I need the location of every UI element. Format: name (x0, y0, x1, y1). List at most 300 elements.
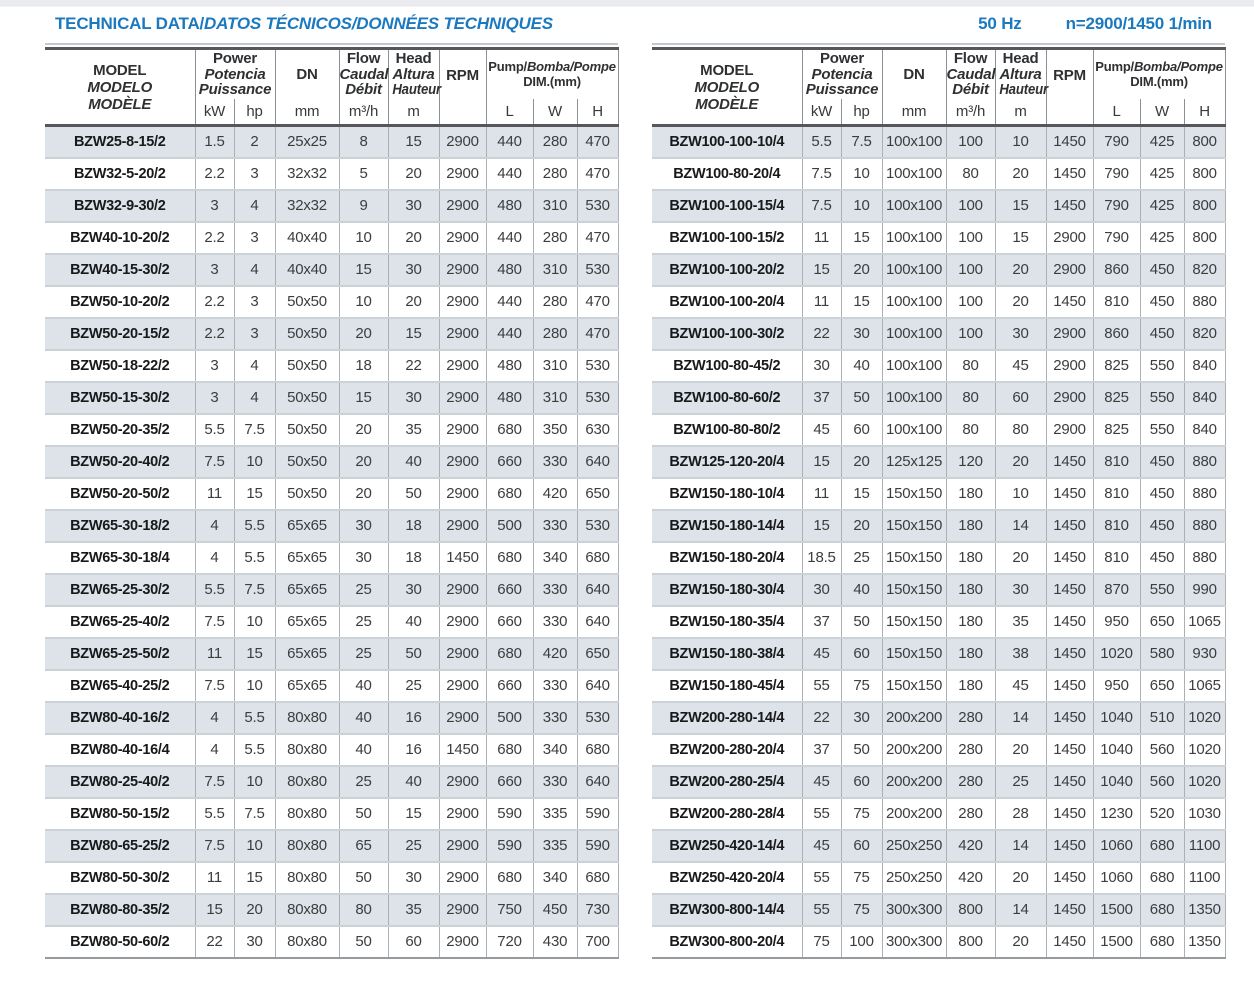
value-cell: 20 (339, 414, 388, 446)
table-row (652, 478, 1225, 510)
value-cell: 65x65 (275, 542, 339, 574)
value-cell: 100x100 (882, 254, 946, 286)
value-cell: 180 (946, 670, 995, 702)
value-cell: 2900 (439, 222, 486, 254)
value-cell: 800 (946, 894, 995, 926)
value-cell: 20 (388, 222, 439, 254)
value-cell: 10 (995, 126, 1046, 158)
column-header-power (802, 49, 882, 99)
value-cell: 60 (841, 414, 882, 446)
value-cell: 1020 (1093, 638, 1140, 670)
value-cell: 100 (841, 926, 882, 958)
value-cell: 5.5 (234, 702, 275, 734)
value-cell: 18 (339, 350, 388, 382)
value-cell: 2900 (439, 766, 486, 798)
value-cell: 25 (339, 638, 388, 670)
table-row (45, 670, 618, 702)
model-cell: BZW100-100-15/2 (652, 222, 802, 254)
value-cell: 2900 (439, 382, 486, 414)
value-cell: 530 (577, 510, 618, 542)
table-row (652, 606, 1225, 638)
value-cell: 1065 (1184, 670, 1225, 702)
value-cell: 30 (841, 318, 882, 350)
value-cell: 590 (577, 798, 618, 830)
unit-w: W (533, 99, 577, 126)
value-cell: 50x50 (275, 350, 339, 382)
page-top-edge (0, 0, 1254, 7)
unit-m: m (388, 99, 439, 126)
value-cell: 860 (1093, 318, 1140, 350)
value-cell: 35 (388, 414, 439, 446)
value-cell: 425 (1140, 222, 1184, 254)
value-cell: 880 (1184, 510, 1225, 542)
pump-label-en: Pump/ (488, 59, 527, 75)
table-row (45, 798, 618, 830)
model-cell: BZW80-65-25/2 (45, 830, 195, 862)
value-cell: 180 (946, 606, 995, 638)
unit-l: L (1093, 99, 1140, 126)
value-cell: 1450 (1046, 574, 1093, 606)
title-bar (0, 7, 1254, 38)
value-cell: 860 (1093, 254, 1140, 286)
model-label-en: MODEL (93, 61, 147, 79)
value-cell: 50 (388, 638, 439, 670)
value-cell: 30 (802, 350, 841, 382)
value-cell: 1450 (1046, 926, 1093, 958)
value-cell: 335 (533, 830, 577, 862)
model-cell: BZW50-15-30/2 (45, 382, 195, 414)
value-cell: 45 (802, 638, 841, 670)
model-cell: BZW50-20-15/2 (45, 318, 195, 350)
value-cell: 440 (486, 318, 533, 350)
value-cell: 15 (195, 894, 234, 926)
table-row (45, 254, 618, 286)
value-cell: 640 (577, 446, 618, 478)
value-cell: 1040 (1093, 734, 1140, 766)
value-cell: 550 (1140, 382, 1184, 414)
unit-m3h: m³/h (339, 99, 388, 126)
value-cell: 880 (1184, 542, 1225, 574)
value-cell: 100x100 (882, 286, 946, 318)
value-cell: 450 (1140, 446, 1184, 478)
value-cell: 430 (533, 926, 577, 958)
column-header-pump-dim (486, 49, 618, 99)
value-cell: 560 (1140, 734, 1184, 766)
tables-container (0, 38, 1254, 959)
value-cell: 340 (533, 734, 577, 766)
value-cell: 280 (946, 766, 995, 798)
value-cell: 100 (946, 318, 995, 350)
value-cell: 825 (1093, 382, 1140, 414)
value-cell: 640 (577, 574, 618, 606)
value-cell: 1030 (1184, 798, 1225, 830)
model-label-es: MODELO (87, 78, 153, 96)
value-cell: 25 (388, 830, 439, 862)
model-cell: BZW150-180-38/4 (652, 638, 802, 670)
value-cell: 280 (533, 286, 577, 318)
model-label-en: MODEL (700, 61, 754, 79)
value-cell: 50 (841, 382, 882, 414)
value-cell: 425 (1140, 190, 1184, 222)
value-cell: 1230 (1093, 798, 1140, 830)
value-cell: 280 (533, 222, 577, 254)
model-cell: BZW200-280-25/4 (652, 766, 802, 798)
value-cell: 420 (946, 862, 995, 894)
value-cell: 1040 (1093, 702, 1140, 734)
value-cell: 4 (195, 542, 234, 574)
value-cell: 30 (802, 574, 841, 606)
column-header-dn (275, 49, 339, 99)
value-cell: 680 (1140, 894, 1184, 926)
value-cell: 30 (388, 254, 439, 286)
value-cell: 800 (1184, 158, 1225, 190)
value-cell: 1450 (1046, 542, 1093, 574)
value-cell: 1450 (1046, 670, 1093, 702)
value-cell: 37 (802, 382, 841, 414)
value-cell: 2900 (1046, 222, 1093, 254)
value-cell: 20 (339, 478, 388, 510)
dn-label: DN (903, 65, 925, 83)
value-cell: 80x80 (275, 766, 339, 798)
value-cell: 1020 (1184, 766, 1225, 798)
value-cell: 20 (234, 894, 275, 926)
value-cell: 420 (533, 478, 577, 510)
value-cell: 660 (486, 446, 533, 478)
value-cell: 530 (577, 382, 618, 414)
value-cell: 330 (533, 670, 577, 702)
value-cell: 1500 (1093, 926, 1140, 958)
value-cell: 2900 (1046, 382, 1093, 414)
value-cell: 200x200 (882, 702, 946, 734)
value-cell: 5.5 (802, 126, 841, 158)
value-cell: 1450 (1046, 638, 1093, 670)
value-cell: 60 (388, 926, 439, 958)
model-cell: BZW65-30-18/2 (45, 510, 195, 542)
value-cell: 50x50 (275, 382, 339, 414)
value-cell: 5.5 (195, 798, 234, 830)
title-main: TECHNICAL DATA/ (55, 14, 205, 33)
value-cell: 65 (339, 830, 388, 862)
value-cell: 25x25 (275, 126, 339, 158)
value-cell: 200x200 (882, 798, 946, 830)
value-cell: 2900 (439, 830, 486, 862)
value-cell: 100 (946, 126, 995, 158)
value-cell: 425 (1140, 126, 1184, 158)
value-cell: 2900 (439, 606, 486, 638)
value-cell: 100x100 (882, 350, 946, 382)
value-cell: 40 (339, 670, 388, 702)
value-cell: 65x65 (275, 510, 339, 542)
value-cell: 14 (995, 510, 1046, 542)
value-cell: 80 (946, 350, 995, 382)
table-row (652, 318, 1225, 350)
pump-label-es-fr: Bomba/Pompe (1133, 59, 1223, 75)
value-cell: 50 (339, 862, 388, 894)
value-cell: 1060 (1093, 862, 1140, 894)
value-cell: 440 (486, 126, 533, 158)
value-cell: 55 (802, 670, 841, 702)
value-cell: 1450 (1046, 510, 1093, 542)
technical-table-right (652, 43, 1225, 959)
model-cell: BZW150-180-35/4 (652, 606, 802, 638)
value-cell: 680 (486, 638, 533, 670)
value-cell: 35 (388, 894, 439, 926)
value-cell: 820 (1184, 254, 1225, 286)
value-cell: 60 (995, 382, 1046, 414)
value-cell: 80 (946, 158, 995, 190)
value-cell: 790 (1093, 158, 1140, 190)
model-label-fr: MODÈLE (88, 95, 152, 113)
value-cell: 4 (234, 254, 275, 286)
value-cell: 800 (1184, 190, 1225, 222)
model-cell: BZW50-20-35/2 (45, 414, 195, 446)
value-cell: 150x150 (882, 606, 946, 638)
model-cell: BZW80-25-40/2 (45, 766, 195, 798)
value-cell: 180 (946, 542, 995, 574)
value-cell: 590 (486, 798, 533, 830)
power-label-fr: Puissance (805, 81, 879, 98)
value-cell: 450 (1140, 286, 1184, 318)
value-cell: 80 (946, 382, 995, 414)
model-cell: BZW50-18-22/2 (45, 350, 195, 382)
value-cell: 820 (1184, 318, 1225, 350)
value-cell: 470 (577, 126, 618, 158)
value-cell: 25 (339, 766, 388, 798)
value-cell: 680 (486, 862, 533, 894)
model-cell: BZW150-180-30/4 (652, 574, 802, 606)
value-cell: 550 (1140, 414, 1184, 446)
flow-label-fr: Débit (952, 81, 989, 98)
value-cell: 50x50 (275, 414, 339, 446)
value-cell: 65x65 (275, 574, 339, 606)
table-body-right (652, 126, 1225, 958)
value-cell: 2.2 (195, 158, 234, 190)
table-row (45, 542, 618, 574)
value-cell: 1020 (1184, 702, 1225, 734)
value-cell: 20 (388, 286, 439, 318)
value-cell: 450 (533, 894, 577, 926)
value-cell: 1450 (1046, 190, 1093, 222)
value-cell: 2900 (439, 254, 486, 286)
unit-kw: kW (195, 99, 234, 126)
value-cell: 310 (533, 350, 577, 382)
rpm-label: RPM (446, 67, 479, 84)
table-row (45, 830, 618, 862)
value-cell: 470 (577, 286, 618, 318)
value-cell: 1065 (1184, 606, 1225, 638)
column-header-pump-dim (1093, 49, 1225, 99)
table-row (45, 862, 618, 894)
value-cell: 700 (577, 926, 618, 958)
value-cell: 80 (946, 414, 995, 446)
value-cell: 790 (1093, 222, 1140, 254)
value-cell: 7.5 (195, 766, 234, 798)
value-cell: 480 (486, 350, 533, 382)
value-cell: 1060 (1093, 830, 1140, 862)
value-cell: 1040 (1093, 766, 1140, 798)
value-cell: 15 (841, 286, 882, 318)
value-cell: 75 (841, 670, 882, 702)
value-cell: 450 (1140, 510, 1184, 542)
value-cell: 15 (234, 638, 275, 670)
value-cell: 1450 (1046, 862, 1093, 894)
unit-hp: hp (841, 99, 882, 126)
table-row (652, 766, 1225, 798)
table-row (45, 766, 618, 798)
unit-kw: kW (802, 99, 841, 126)
value-cell: 1450 (1046, 702, 1093, 734)
column-header-head (995, 49, 1046, 99)
value-cell: 730 (577, 894, 618, 926)
model-cell: BZW300-800-20/4 (652, 926, 802, 958)
value-cell: 40 (388, 446, 439, 478)
value-cell: 680 (486, 734, 533, 766)
model-cell: BZW65-30-18/4 (45, 542, 195, 574)
table-row (45, 702, 618, 734)
value-cell: 470 (577, 222, 618, 254)
table-row (652, 670, 1225, 702)
table-row (45, 126, 618, 158)
value-cell: 1450 (1046, 286, 1093, 318)
value-cell: 650 (577, 478, 618, 510)
value-cell: 470 (577, 318, 618, 350)
value-cell: 100 (946, 222, 995, 254)
value-cell: 450 (1140, 542, 1184, 574)
value-cell: 28 (995, 798, 1046, 830)
value-cell: 300x300 (882, 926, 946, 958)
value-cell: 810 (1093, 510, 1140, 542)
value-cell: 30 (339, 510, 388, 542)
model-cell: BZW200-280-14/4 (652, 702, 802, 734)
value-cell: 840 (1184, 350, 1225, 382)
value-cell: 1350 (1184, 894, 1225, 926)
head-label-en: Head (1002, 50, 1039, 67)
model-cell: BZW65-25-50/2 (45, 638, 195, 670)
value-cell: 2900 (439, 414, 486, 446)
value-cell: 50 (388, 478, 439, 510)
value-cell: 9 (339, 190, 388, 222)
speed-label: n=2900/1450 1/min (1065, 14, 1212, 33)
value-cell: 4 (234, 382, 275, 414)
model-cell: BZW40-15-30/2 (45, 254, 195, 286)
table-row (45, 638, 618, 670)
value-cell: 20 (995, 254, 1046, 286)
value-cell: 810 (1093, 286, 1140, 318)
column-header-flow (946, 49, 995, 99)
value-cell: 680 (1140, 830, 1184, 862)
model-cell: BZW32-5-20/2 (45, 158, 195, 190)
value-cell: 18.5 (802, 542, 841, 574)
model-cell: BZW150-180-10/4 (652, 478, 802, 510)
value-cell: 425 (1140, 158, 1184, 190)
value-cell: 480 (486, 382, 533, 414)
column-header-flow (339, 49, 388, 99)
value-cell: 100 (946, 254, 995, 286)
value-cell: 80x80 (275, 894, 339, 926)
value-cell: 2900 (439, 126, 486, 158)
value-cell: 330 (533, 510, 577, 542)
value-cell: 1100 (1184, 862, 1225, 894)
column-header-dn (882, 49, 946, 99)
model-label-fr: MODÈLE (695, 95, 759, 113)
rpm-label: RPM (1053, 67, 1086, 84)
table-row (652, 702, 1225, 734)
table-row (652, 382, 1225, 414)
value-cell: 590 (486, 830, 533, 862)
value-cell: 950 (1093, 670, 1140, 702)
model-cell: BZW80-50-60/2 (45, 926, 195, 958)
table-row (45, 606, 618, 638)
table-row (45, 734, 618, 766)
value-cell: 520 (1140, 798, 1184, 830)
model-cell: BZW65-25-30/2 (45, 574, 195, 606)
value-cell: 300x300 (882, 894, 946, 926)
pump-dim-label: DIM.(mm) (523, 74, 581, 90)
value-cell: 1450 (439, 734, 486, 766)
value-cell: 30 (339, 542, 388, 574)
value-cell: 45 (802, 766, 841, 798)
value-cell: 30 (388, 862, 439, 894)
value-cell: 50x50 (275, 286, 339, 318)
unit-m: m (995, 99, 1046, 126)
value-cell: 16 (388, 702, 439, 734)
value-cell: 5.5 (195, 414, 234, 446)
value-cell: 10 (234, 670, 275, 702)
value-cell: 50x50 (275, 318, 339, 350)
value-cell: 150x150 (882, 478, 946, 510)
value-cell: 2.2 (195, 286, 234, 318)
value-cell: 20 (995, 926, 1046, 958)
value-cell: 40 (841, 574, 882, 606)
value-cell: 480 (486, 254, 533, 286)
value-cell: 2.2 (195, 222, 234, 254)
model-cell: BZW80-50-30/2 (45, 862, 195, 894)
value-cell: 1350 (1184, 926, 1225, 958)
value-cell: 18 (388, 542, 439, 574)
value-cell: 30 (234, 926, 275, 958)
value-cell: 2900 (1046, 254, 1093, 286)
value-cell: 1450 (1046, 158, 1093, 190)
table-row (652, 574, 1225, 606)
value-cell: 7.5 (195, 446, 234, 478)
value-cell: 20 (339, 318, 388, 350)
value-cell: 580 (1140, 638, 1184, 670)
value-cell: 20 (995, 862, 1046, 894)
value-cell: 200x200 (882, 766, 946, 798)
head-label-fr: Hauteur (391, 81, 441, 98)
value-cell: 100x100 (882, 382, 946, 414)
model-cell: BZW50-20-40/2 (45, 446, 195, 478)
model-cell: BZW40-10-20/2 (45, 222, 195, 254)
table-body-left (45, 126, 618, 958)
value-cell: 2900 (1046, 350, 1093, 382)
flow-label-en: Flow (953, 50, 988, 67)
value-cell: 75 (841, 798, 882, 830)
value-cell: 825 (1093, 414, 1140, 446)
value-cell: 22 (388, 350, 439, 382)
flow-label-es: Caudal (339, 65, 389, 83)
unit-h: H (577, 99, 618, 126)
value-cell: 15 (388, 798, 439, 830)
model-cell: BZW32-9-30/2 (45, 190, 195, 222)
model-cell: BZW250-420-14/4 (652, 830, 802, 862)
value-cell: 640 (577, 670, 618, 702)
value-cell: 15 (802, 254, 841, 286)
value-cell: 80x80 (275, 830, 339, 862)
value-cell: 80x80 (275, 798, 339, 830)
value-cell: 4 (195, 734, 234, 766)
value-cell: 1450 (1046, 446, 1093, 478)
